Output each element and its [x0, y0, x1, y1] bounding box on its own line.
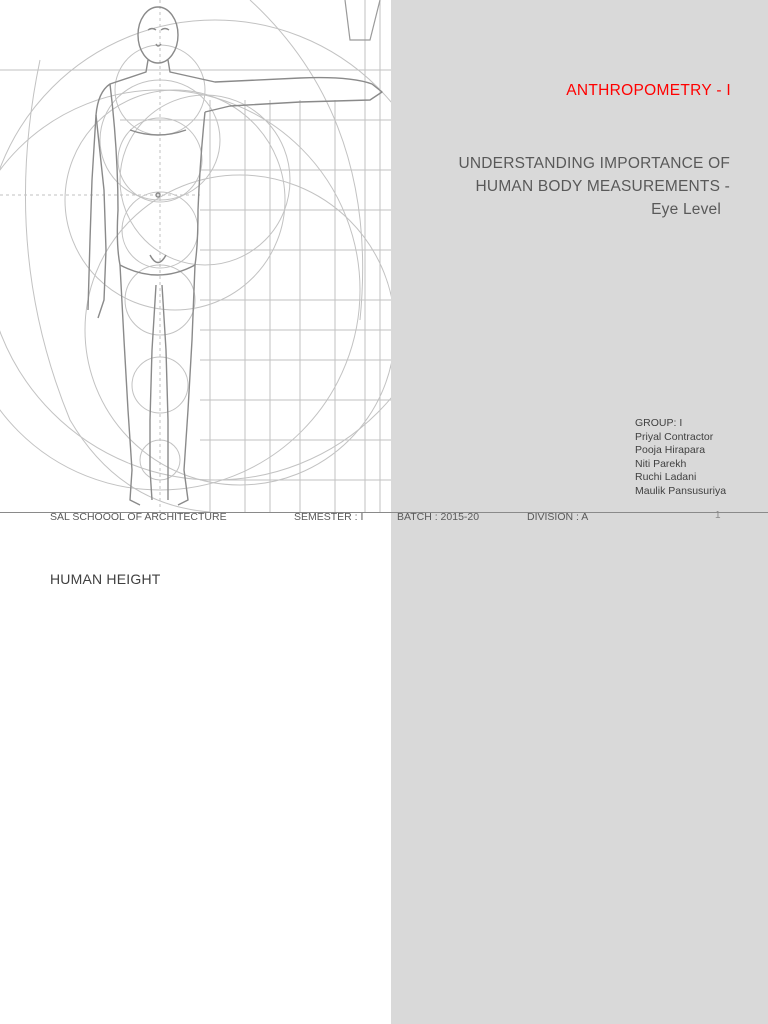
group-label: GROUP: I — [635, 417, 683, 429]
subtitle-line: Eye Level — [651, 201, 721, 218]
footer-school: SAL SCHOOOL OF ARCHITECTURE — [50, 511, 227, 523]
section-heading: HUMAN HEIGHT — [50, 571, 161, 587]
group-member: Pooja Hirapara — [635, 444, 706, 457]
subtitle-line: UNDERSTANDING IMPORTANCE OF — [458, 155, 730, 172]
page-number: 1 — [715, 510, 721, 521]
document-title: ANTHROPOMETRY - I — [566, 82, 731, 99]
group-member: Maulik Pansusuriya — [635, 484, 727, 497]
subtitle-line: HUMAN BODY MEASUREMENTS - — [475, 178, 730, 195]
group-member: Priyal Contractor — [635, 430, 714, 443]
group-members — [635, 417, 726, 499]
document-subtitle — [410, 152, 730, 221]
group-member: Niti Parekh — [635, 457, 687, 470]
group-member: Ruchi Ladani — [635, 471, 697, 484]
human-proportion-figure-icon — [0, 0, 391, 512]
footer-semester: SEMESTER : I — [294, 511, 364, 523]
proportion-figure — [0, 0, 391, 512]
footer-batch: BATCH : 2015-20 — [397, 511, 480, 523]
footer-division: DIVISION : A — [527, 511, 589, 523]
